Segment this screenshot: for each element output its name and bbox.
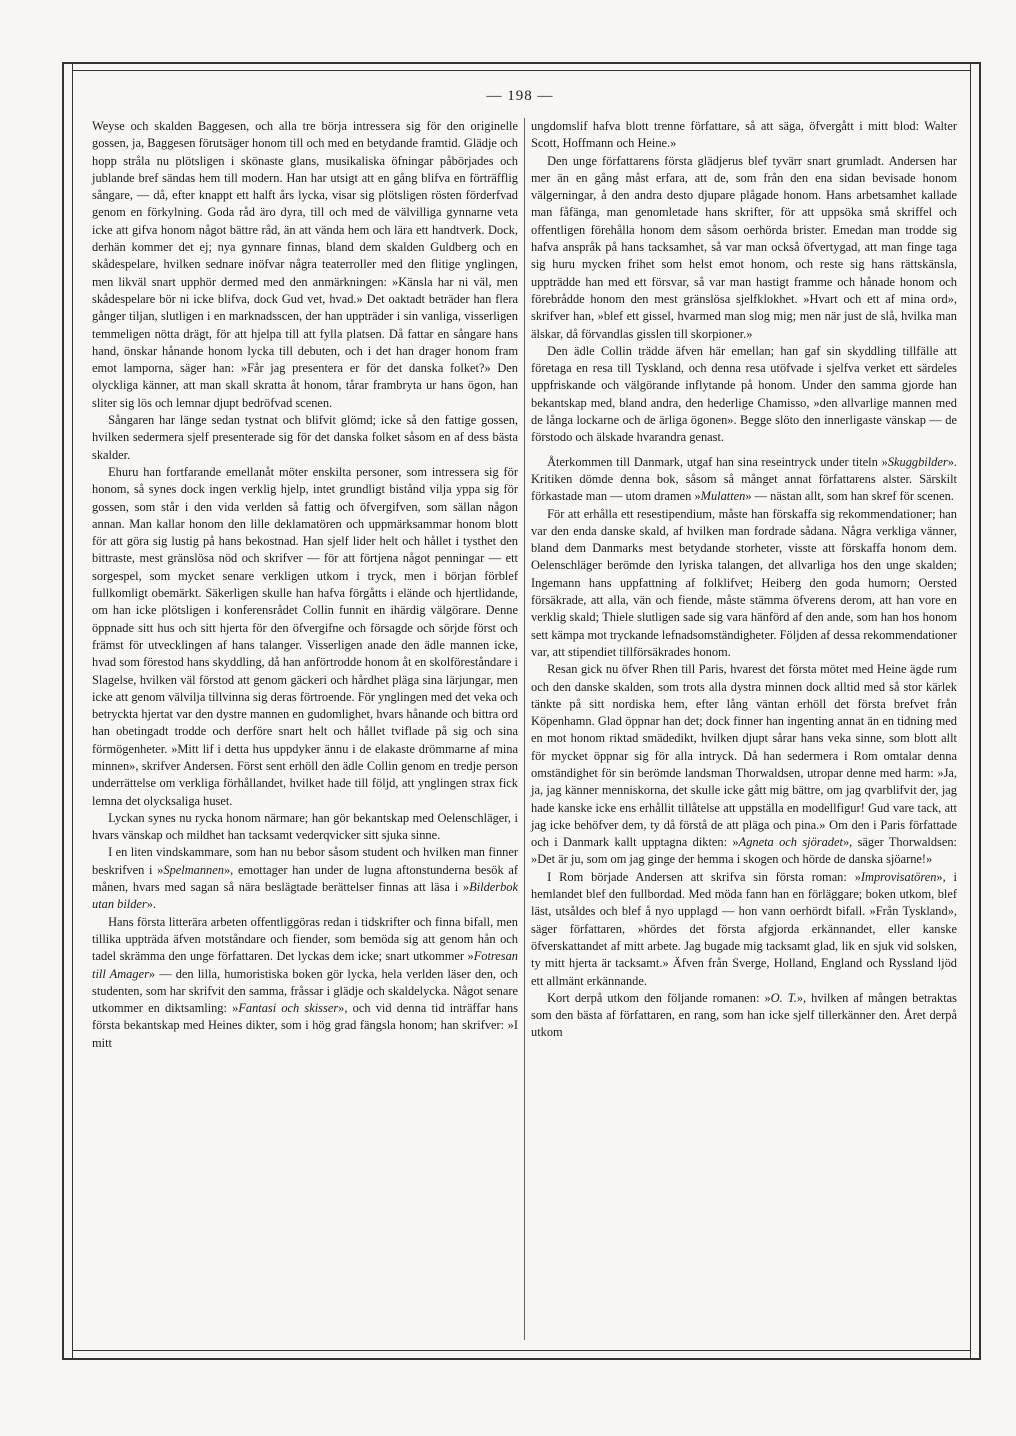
- frame-border-right: [979, 62, 981, 1360]
- paragraph: [531, 454, 957, 506]
- paragraph: Den unge författarens första glädjerus blef tyvärr snart grumladt. Andersen har mer än en gång måst erfara, att de, som från den ena sidan bevisade honom välgerningar, å den andra desto djupare plågade honom. Hans arbetsamhet kallade man fåfänga, man genomletade hans skrifter, för att uppsöka små skriffel och offentligen förehålla honom dem såsom oerhörda brister. Emedan man trodde sig hafva anspråk på hans tacksamhet, så var man också öfvertygad, att man finge taga sig huru mycken frihet som helst emot honom, och reste sig hans rättskänsla, uppträdde han med ett försvar, så var man hastigt framme och hånade honom och förebrådde honom den mest gränslösa sjelfklokhet. »Hvart och ett af mina ord», skrifver han, »blef ett gissel, hvarmed man slog mig; men när just de slå, hvilka man älskar, då förvandlas gisslen till skorpioner.»: [531, 153, 957, 341]
- text-run: I en liten vindskammare, som han nu bebor såsom student och hvilken man finner beskrifven i »: [92, 845, 518, 877]
- paragraph: Lyckan synes nu rycka honom närmare; han gör bekantskap med Oelenschläger, i hvars vänskap och mildhet han tacksamt vederqvicker sitt sjuka sinne.: [92, 810, 518, 843]
- text-run: » — nästan allt, som han skref för scenen.: [745, 489, 954, 504]
- text-run: I Rom började Andersen att skrifva sin första roman: »: [547, 869, 861, 884]
- page-number: — 198 —: [486, 88, 554, 104]
- work-title: Improvisatören: [860, 869, 937, 884]
- work-title: Skuggbilder: [887, 454, 948, 469]
- text-run: », i hemlandet blef den fullbordad. Med möda fann han en förläggare; boken utkom, blef läst, utsåldes och blef å nyo upplagd — hon vann oerhördt bifall. »Från Tyskland», säger författaren, »hördes det första afgjorda erkännandet, eller kanske öfverskattandet af mitt arbete. Jag bugade mig tacksamt glad, lik en sjuk vid solsken, ty mitt hjerta är tacksamt.» Äfven från Sverge, Holland, England och Ryssland ljöd ett allmänt erkännande.: [531, 869, 957, 988]
- text-run: », emottager han under de lugna aftonstunderna besök af månen, hvars med sagan så nära beslägtade berättelser finnas att läsa i »: [92, 862, 518, 895]
- paragraph: Sångaren har länge sedan tystnat och blifvit glömd; icke så den fattige gossen, hvilken sedermera sjelf presenterade sig för det danska folket såsom en af dess bästa skalder.: [92, 413, 518, 462]
- text-run: Återkommen till Danmark, utgaf han sina reseintryck under titeln »: [547, 454, 888, 469]
- text-run: ». Kritiken dömde denna bok, såsom så månget annat författarens alster. Särskilt förkastade man — utom dramen »: [531, 454, 957, 504]
- text-run: Kort derpå utkom den följande romanen: »: [547, 990, 771, 1005]
- work-title: Agneta och sjöradet: [738, 835, 843, 850]
- work-title: Spelmannen: [163, 862, 224, 877]
- work-title: Bilderbok utan bilder: [92, 880, 518, 912]
- left-column: [92, 118, 518, 1052]
- work-title: O. T.: [770, 990, 797, 1005]
- paragraph: [531, 661, 957, 869]
- frame-border-left: [62, 62, 64, 1360]
- frame-border-top-inner: [72, 70, 971, 71]
- text-run: », säger Thorwaldsen: »Det är ju, som om jag ginge der hemma i skogen och hörde de danska sjöarne!»: [531, 835, 957, 867]
- paragraph: [531, 990, 957, 1042]
- paragraph: Den ädle Collin trädde äfven här emellan; han gaf sin skyddling tillfälle att företaga en resa till Tyskland, och denna resa utöfvade i sjelfva verket ett särdeles uppfriskande och välgörande inflytande på honom. Under den samma gjorde han bekantskap med, bland andra, den hederlige Chamisso, »den allvarlige mannen med de långa lockarne och de ärliga ögonen». Begge slöto den innerligaste vänskap — de förstodo och älskade hvarandra genast.: [531, 343, 957, 445]
- frame-border-right-inner: [970, 62, 971, 1360]
- paragraph: För att erhålla ett resestipendium, måste han förskaffa sig rekommendationer; han var den enda danske skald, af hvilken man fordrade sådana. Några verkliga vänner, bland dem Danmarks mest betydande storheter, visste att förskaffa honom dem. Oelenschläger berömde den lyriska talangen, det allvarliga hos den unge skalden; Ingemann hans uppfattning af folklifvet; Heiberg den goda humorn; Oersted försäkrade, att alla, vän och fiende, måste stämma öfverens derom, att han vore en verklig skald; Thiele slutligen sade sig vara hänförd af den ande, som han hos honom sett kämpa mot tryckande lefnadsomständigheter. Följden af dessa rekommendationer var, att stipendiet tillförsäkrades honom.: [531, 506, 957, 659]
- work-title: Fotresan till Amager: [92, 949, 518, 981]
- right-column: [531, 118, 957, 1042]
- text-run: Resan gick nu öfver Rhen till Paris, hvarest det första mötet med Heine ägde rum och den danske skalden, som trots alla dystra minnen dock alltid med så stor kärlek tänkte på sitt nordiska hem, efter lång väntan erhöll det första brefvet från Köpenhamn. Glad öppnar han det; dock finner han ingenting annat än en tidning med en mot honom riktad smädedikt, hvilken djupt sårar hans veka sinne, som blott allt för mycket öppnar sig för alla intryck. Då han sedermera i Rom omtalar denna omständighet för sin berömde landsman Thorwaldsen, utropar denne med harm: »Ja, ja, jag känner menniskorna, det skulle icke gått mig bättre, om jag qvarblifvit der, jag hade kanske icke ens erhållit tillåtelse att uppställa en modellfigur! Gud vare tack, att jag icke behöfver dem, ty då förstå de att pläga och pina.» Om den i Paris författade och i Danmark kallt upptagna dikten: »: [531, 662, 957, 850]
- work-title: Fantasi och skisser: [238, 1001, 339, 1016]
- column-divider: [524, 118, 525, 1340]
- paragraph: [531, 869, 957, 990]
- paragraph: ungdomslif hafva blott trenne författare, så att säga, öfvergått i mitt blod: Walter Scott, Hoffmann och Heine.»: [531, 119, 957, 151]
- paragraph: Weyse och skalden Baggesen, och alla tre börja intressera sig för den originelle gossen, ja, Baggesen förutsäger honom till och med en betydande framtid. Glädje och hopp stråla nu plötsligen i skönaste glans, musikaliska öfningar påbörjades och jublande bref sändas hem till modern. Han har utsigt att en gång blifva en förträfflig sångare, — då, efter knappt ett halft års lycka, visar sig plötsligen rösten förderfvad genom en förkylning. Goda råd äro dyra, till och med de välvilliga gynnarne veta icke att gifva honom något bättre råd, än att vända hem och lära ett handtverk. Dock, derhän kommer det ej; nya gynnare finnas, bland dem skalden Guldberg och en skådespelare, hvilken sednare inöfvar några teaterroller med den flitige ynglingen, men likväl snart upphör dermed med den anmärkningen: »Känsla har ni väl, men skådespelare bör ni icke blifva, dock Gud vet, hvad.» Det oaktadt beträder han flera gånger tiljan, slutligen i en marknadsscen, der han uppträder i sin vanliga, visserligen temmeligen nötta drägt, för att hjelpa till att fylla platsen. Då fattar en sångare hans hand, önskar hånande honom lycka till debuten, och i det han drager honom fram emot lamporna, säger han: »Får jag presentera er för det danska folket?» Den olyckliga känner, att man skall skratta åt honom, tårar frambryta ur hans ögon, han sliter sig lös och lemnar djupt bedröfvad scenen.: [92, 119, 518, 410]
- text-run: », hvilken af mången betraktas som den bästa af författaren, en rang, som han icke sjelf tillerkänner den. Året derpå utkom: [531, 990, 957, 1040]
- text-run: Hans första litterära arbeten offentliggöras redan i tidskrifter och finna bifall, men tillika uppträda äfven motståndare och fiender, som bemöda sig att genom hån och tadel skrämma den unge författaren. Det lyckas dem icke; snart utkommer »: [92, 914, 518, 964]
- work-title: Mulatten: [700, 489, 746, 504]
- paragraph: Ehuru han fortfarande emellanåt möter enskilta personer, som intressera sig för honom, så synes dock ingen verklig hjelp, intet grundligt bistånd vilja yppa sig för gossen, som står i den vida verlden så fattig och öfvergifven, som sällan någon annan. Man kallar honom den lille deklamatören och uppmärksammar honom blott för att göra sig lustig på hans bekostnad. Han sjelf lider helt och hållet i tysthet den bittraste, mest gränslösa nöd och skrifver — för att förtjena något penningar — ett sorgespel, som mycket senare verkligen utkom i tryck, men i början förblef fullkomligt obemärkt. Säkerligen skulle han hafva förgåtts i elände och hjertlidande, om han icke plötsligen i konferensrådet Collin funnit en ihärdig välgörare. Denne öppnade sitt hus och sitt hjerta för den öfvergifne och försagde och sörjde först och främst för utvecklingen af hans talanger. Visserligen anade den ädle mannen icke, hvad som förestod hans skyddling, då han anförtrodde honom åt en skolföreståndare i Slagelse, hvilken väl förstod att genom gäckeri och hårdhet pläga sina lärjungar, men icke att genom välvilja tillvinna sig deras förtroende. För ynglingen med det veka och betryckta hjertat var den dystre mannen en gudomlighet, hvars hånande och bittra ord han obetingadt trodde och derföre snart helt och hållet tviflade på sig och sina förmögenheter. »Mitt lif i detta hus uppdyker ännu i de elakaste drömmarne af mina minnen», skrifver Andersen. Först sent erhöll den ädle Collin genom en tredje person underrättelse om verkliga förhållandet, hvilket hade till följd, att ynglingen strax fick lemna det olycksaliga huset.: [92, 464, 518, 808]
- frame-border-top: [62, 62, 981, 64]
- paragraph: [92, 844, 518, 913]
- frame-border-bottom: [62, 1358, 981, 1360]
- frame-border-left-inner: [72, 62, 73, 1360]
- paragraph: [92, 914, 518, 1052]
- frame-border-bottom-inner: [72, 1350, 971, 1351]
- text-run: », och vid denna tid inträffar hans första bekantskap med Heines dikter, som i hög grad fängsla honom; han skrifver: »I mitt: [92, 1001, 518, 1050]
- text-run: » — den lilla, humoristiska boken gör lycka, hela verlden läser den, och studenten, som har skrifvit den samma, fråssar i glädje och skaldelycka. Något senare utkommer en diktsamling: »: [92, 966, 518, 1016]
- text-run: ».: [146, 897, 157, 912]
